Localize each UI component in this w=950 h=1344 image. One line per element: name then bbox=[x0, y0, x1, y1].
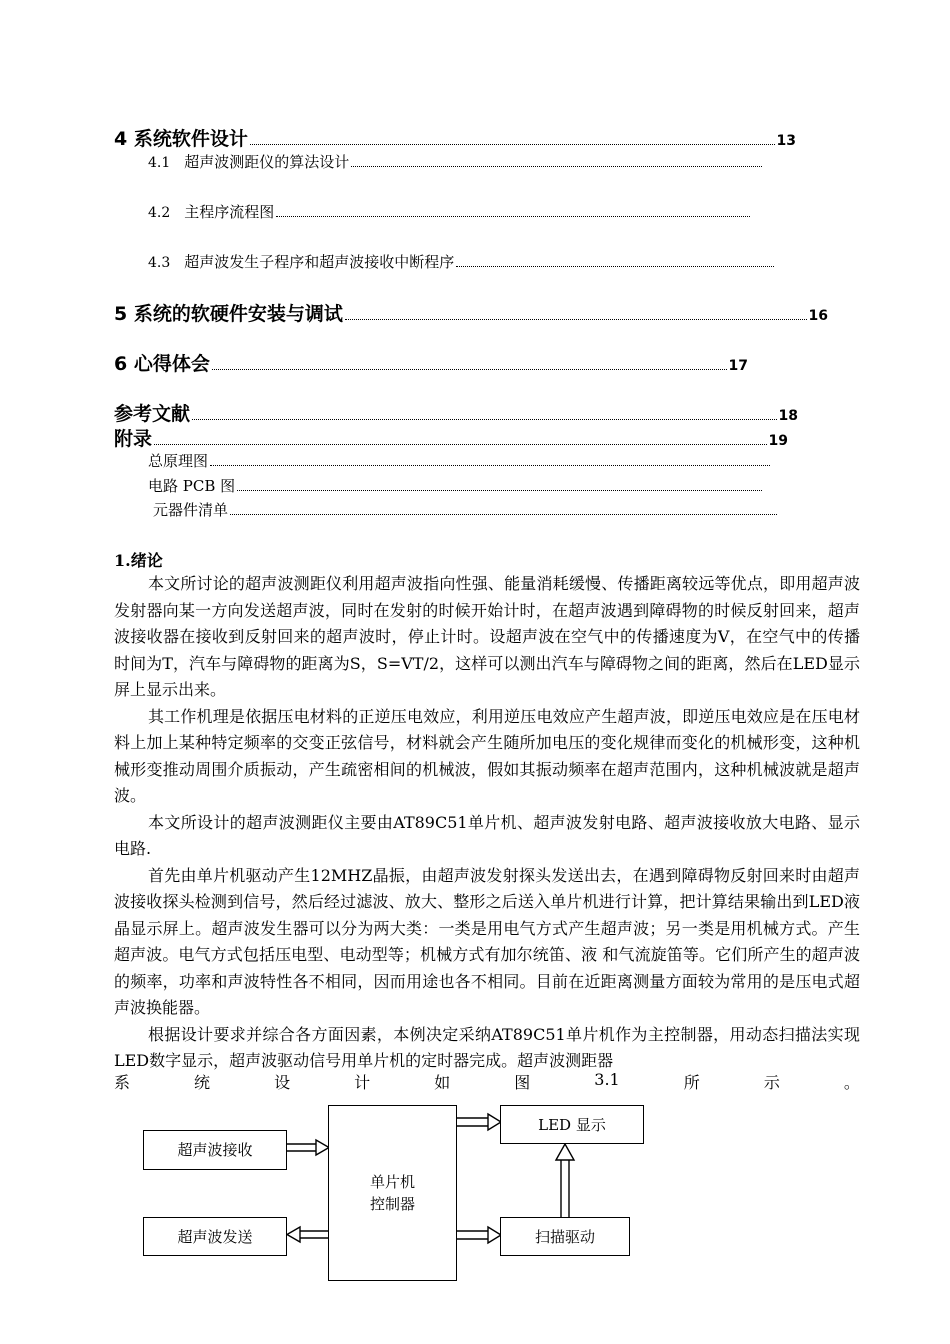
toc-number: 4.3 bbox=[148, 255, 171, 271]
word: 统 bbox=[194, 1073, 211, 1092]
word: 所 bbox=[683, 1073, 700, 1092]
word: 示 bbox=[763, 1073, 780, 1092]
toc-title: 总原理图 bbox=[148, 452, 209, 470]
toc-title: 超声波发生子程序和超声波接收中断程序 bbox=[184, 253, 455, 271]
toc-page-number: 17 bbox=[728, 358, 748, 374]
paragraph: 根据设计要求并综合各方面因素，本例决定采纳AT89C51单片机作为主控制器，用动态扫描法实现LED数字显示，超声波驱动信号用单片机的定时器完成。超声波测距器 bbox=[114, 1024, 860, 1070]
block-label: LED 显示 bbox=[538, 1115, 606, 1134]
block-label: 控制器 bbox=[369, 1195, 415, 1213]
paragraph: 本文所设计的超声波测距仪主要由AT89C51单片机、超声波发射电路、超声波接收放大电路、显示电路. bbox=[114, 812, 860, 858]
toc-page-number: 16 bbox=[808, 308, 828, 324]
toc-title: 超声波测距仪的算法设计 bbox=[184, 153, 350, 171]
toc-page-number: 13 bbox=[776, 133, 796, 149]
toc-number: 4.2 bbox=[148, 205, 171, 221]
block-ultrasonic-send bbox=[143, 1217, 287, 1256]
toc-number: 4.1 bbox=[148, 155, 171, 171]
toc-title: 电路 PCB 图 bbox=[148, 477, 236, 495]
toc-page-number: 18 bbox=[778, 408, 798, 424]
block-ultrasonic-receive bbox=[143, 1130, 287, 1170]
toc-title: 附录 bbox=[114, 428, 153, 450]
toc-title: 5 系统的软硬件安装与调试 bbox=[114, 303, 343, 325]
toc-title: 参考文献 bbox=[114, 403, 191, 425]
arrow-mcu-to-send bbox=[287, 1227, 329, 1242]
paragraph: 本文所讨论的超声波测距仪利用超声波指向性强、能量消耗缓慢、传播距离较远等优点，即用超声波发射器向某一方向发送超声波，同时在发射的时候开始计时，在超声波遇到障碍物的时候反射回来，超声波接收器在接收到反射回来的超声波时，停止计时。设超声波在空气中的传播速度为V，在空气中的传播时间为T，汽车与障碍物的距离为S，S=VT/2，这样可以测出汽车与障碍物之间的距离，然后在LED显示屏上显示出来。 bbox=[114, 574, 860, 699]
word: 计 bbox=[354, 1073, 371, 1092]
block-label: 单片机 bbox=[369, 1173, 415, 1191]
paragraph: 首先由单片机驱动产生12MHZ晶振，由超声波发射探头发送出去，在遇到障碍物反射回来时由超声波接收探头检测到信号，然后经过滤波、放大、整形之后送入单片机进行计算，把计算结果输出到LED液晶显示屏上。超声波发生器可以分为两大类：一类是用电气方式产生超声波；另一类是用机械方式。产生超声波。电气方式包括压电型、电动型等；机械方式有加尔统笛、液 和气流旋笛等。它们所产生的超声波的频率，功率和声波特性各不相同，因而用途也各不相同。目前在近距离测量方面较为常用的是压电式超声波换能器。 bbox=[114, 865, 860, 1017]
block-scan-driver bbox=[500, 1217, 630, 1256]
block-label: 超声波接收 bbox=[177, 1141, 253, 1159]
section-heading: 1.绪论 bbox=[114, 551, 163, 570]
toc-title: 4 系统软件设计 bbox=[114, 128, 248, 150]
word: 3.1 bbox=[594, 1070, 620, 1089]
word: 设 bbox=[274, 1073, 291, 1092]
word: 图 bbox=[514, 1073, 531, 1092]
paragraph: 其工作机理是依据压电材料的正逆压电效应，利用逆压电效应产生超声波，即逆压电效应是在压电材料上加上某种特定频率的交变正弦信号，材料就会产生随所加电压的变化规律而变化的机械形变，这种机械形变推动周围介质振动，产生疏密相间的机械波，假如其振动频率在超声范围内，这种机械波就是超声波。 bbox=[114, 706, 860, 805]
word: 如 bbox=[434, 1073, 451, 1092]
block-led-display bbox=[500, 1105, 644, 1144]
word: 系 bbox=[114, 1073, 131, 1092]
block-label: 超声波发送 bbox=[177, 1227, 253, 1246]
toc-title: 元器件清单 bbox=[153, 501, 229, 519]
block-label: 扫描驱动 bbox=[534, 1227, 595, 1246]
arrow-scan-to-led bbox=[556, 1144, 574, 1217]
arrow-mcu-to-led bbox=[456, 1114, 501, 1130]
toc-page-number: 19 bbox=[768, 433, 788, 449]
toc-title: 主程序流程图 bbox=[184, 203, 275, 221]
arrow-mcu-to-scan bbox=[456, 1227, 501, 1243]
toc-title: 6 心得体会 bbox=[114, 353, 210, 375]
block-mcu-controller bbox=[328, 1105, 457, 1281]
arrow-receive-to-mcu bbox=[287, 1140, 329, 1155]
word: 。 bbox=[843, 1073, 860, 1092]
